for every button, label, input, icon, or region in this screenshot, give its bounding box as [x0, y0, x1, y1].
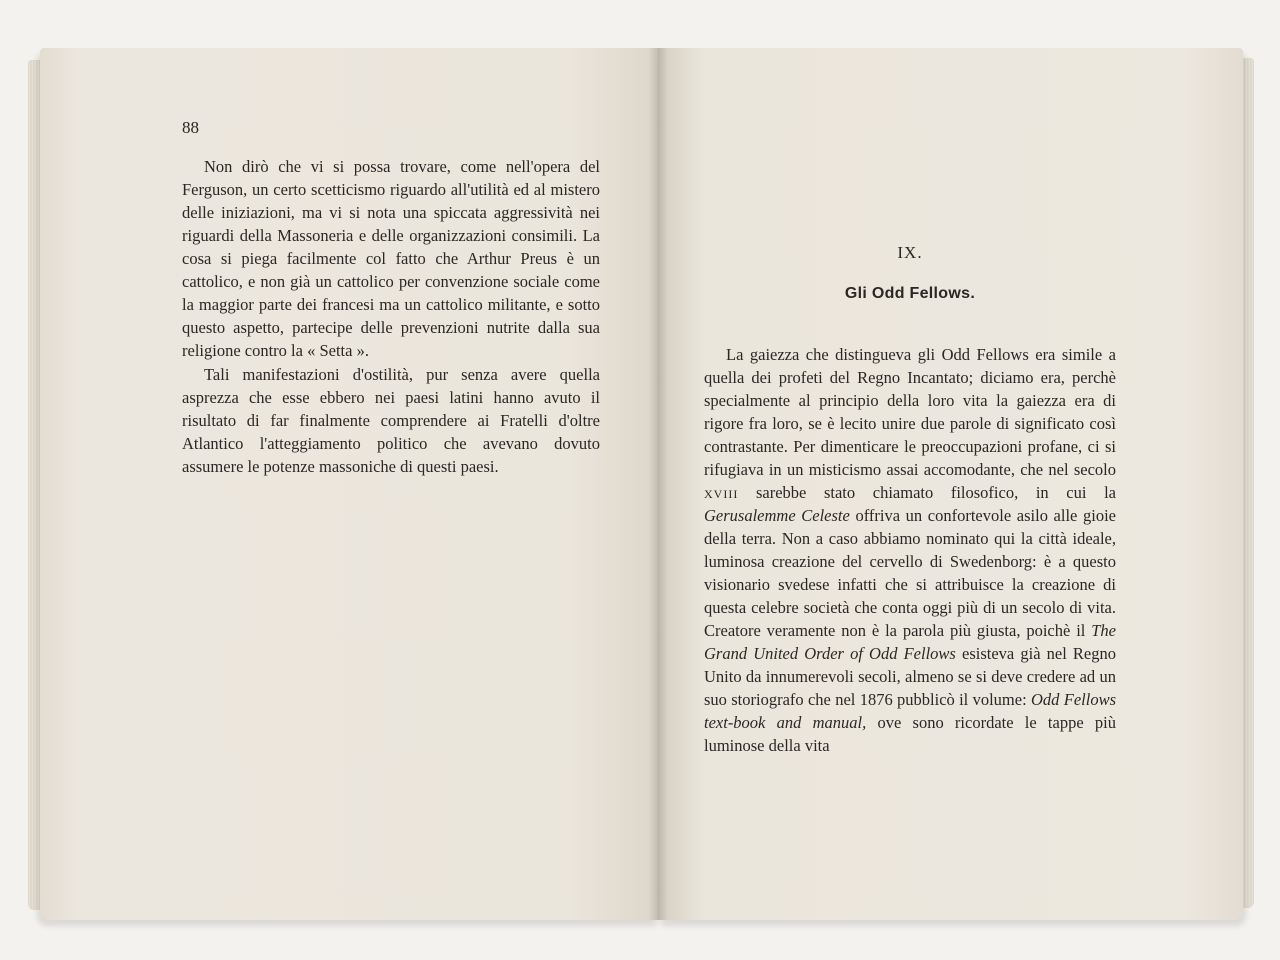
italic-text: Gerusalemme Celeste — [704, 506, 850, 525]
italic-text: Odd Fellows text-book and manual, — [704, 690, 1117, 732]
text-run: ove sono ricordate le tappe più luminose della vita — [704, 713, 1116, 755]
left-page-text — [182, 155, 600, 478]
text-run: offriva un confortevole asilo alle gioie della terra. Non a caso abbiamo nominato qui la città ideale, luminosa creazione del cervello di Swedenborg: è a questo visionario svedese infatti che si attribuisce la creazione di questa celebre società che conta oggi più di un secolo di vita. Creatore veramente non è la parola più giusta, poichè il — [704, 506, 1116, 640]
chapter-number: IX. — [897, 243, 923, 262]
century-numeral: xviii — [704, 483, 739, 502]
page-number: 88 — [182, 118, 199, 137]
text-run: esisteva già nel Regno Unito da innumerevoli secoli, almeno se si deve credere ad un suo storiografo che nel 1876 pubblicò il volume: — [704, 644, 1117, 709]
paragraph: Non dirò che vi si possa trovare, come nell'opera del Ferguson, un certo scetticismo riguardo all'utilità ed al mistero delle iniziazioni, ma vi si nota una spiccata aggressività nei riguardi della Massoneria e delle organizzazioni consimili. La cosa si piega facilmente col fatto che Arthur Preus è un cattolico, e non già un cattolico per convenzione sociale come la maggior parte dei francesi ma un cattolico militante, e sotto questo aspetto, partecipe delle prevenzioni nutrite dalla sua religione contro la « Setta ». — [182, 157, 600, 360]
paragraph: Tali manifestazioni d'ostilità, pur senza avere quella asprezza che esse ebbero nei paesi latini hanno avuto il risultato di far finalmente comprendere ai Fratelli d'oltre Atlantico l'atteggiamento politico che avevano dovuto assumere le potenze massoniche di questi paesi. — [182, 365, 600, 476]
chapter-title: Gli Odd Fellows. — [844, 285, 976, 302]
paragraph — [704, 343, 1116, 757]
text-run: sarebbe stato chiamato filosofico, in cui la — [755, 483, 1116, 502]
text-run: La gaiezza che distingueva gli Odd Fellows era simile a quella dei profeti del Regno Incantato; diciamo era, perchè specialmente al principio della loro vita la gaiezza era di rigore fra loro, se è lecito unire due parole di significato così contrastante. Per dimenticare le preoccupazioni profane, ci si rifugiava in un misticismo assai accomodante, che nel secolo — [704, 345, 1116, 479]
book-gutter — [648, 48, 668, 920]
right-page-text — [704, 343, 1116, 757]
italic-text: The Grand United Order of Odd Fellows — [704, 621, 1116, 663]
